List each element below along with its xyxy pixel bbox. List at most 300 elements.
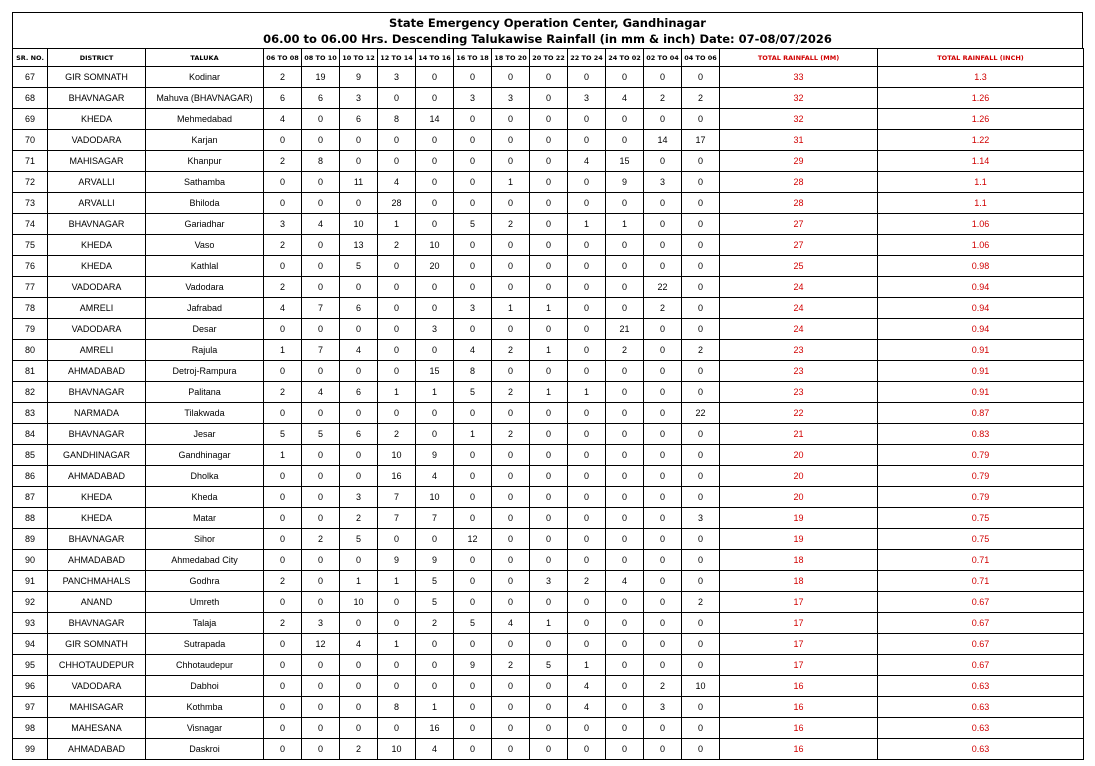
rainfall-cell: 0 — [340, 403, 378, 424]
rainfall-cell: 0 — [378, 130, 416, 151]
rainfall-cell: 0 — [302, 655, 340, 676]
rainfall-cell: 1 — [606, 214, 644, 235]
taluka-cell: Daskroi — [146, 739, 264, 760]
rainfall-cell: 3 — [340, 88, 378, 109]
table-row — [13, 172, 1084, 193]
rainfall-cell: 0 — [492, 277, 530, 298]
rainfall-cell: 8 — [302, 151, 340, 172]
rainfall-cell: 0 — [568, 634, 606, 655]
rainfall-cell: 0 — [302, 172, 340, 193]
total-mm-cell: 32 — [720, 109, 878, 130]
total-inch-cell: 0.94 — [878, 319, 1084, 340]
rainfall-cell: 1 — [378, 382, 416, 403]
rainfall-cell: 0 — [530, 508, 568, 529]
rainfall-report — [12, 12, 1083, 760]
total-mm-cell: 17 — [720, 613, 878, 634]
rainfall-cell: 0 — [682, 466, 720, 487]
district-cell: BHAVNAGAR — [48, 214, 146, 235]
rainfall-cell: 0 — [530, 424, 568, 445]
rainfall-cell: 0 — [682, 550, 720, 571]
district-cell: BHAVNAGAR — [48, 529, 146, 550]
sr-no-cell: 70 — [13, 130, 48, 151]
rainfall-cell: 0 — [606, 487, 644, 508]
rainfall-cell: 14 — [644, 130, 682, 151]
rainfall-cell: 0 — [530, 361, 568, 382]
sr-no-cell: 88 — [13, 508, 48, 529]
rainfall-cell: 0 — [378, 319, 416, 340]
table-row — [13, 508, 1084, 529]
rainfall-cell: 0 — [492, 550, 530, 571]
rainfall-cell: 9 — [378, 550, 416, 571]
rainfall-cell: 0 — [378, 88, 416, 109]
rainfall-cell: 0 — [644, 529, 682, 550]
rainfall-cell: 0 — [606, 718, 644, 739]
rainfall-cell: 0 — [682, 445, 720, 466]
sr-no-cell: 74 — [13, 214, 48, 235]
rainfall-cell: 0 — [606, 697, 644, 718]
rainfall-cell: 1 — [264, 340, 302, 361]
total-inch-cell: 1.06 — [878, 214, 1084, 235]
taluka-cell: Detroj-Rampura — [146, 361, 264, 382]
rainfall-cell: 0 — [606, 613, 644, 634]
rainfall-cell: 2 — [378, 424, 416, 445]
rainfall-cell: 2 — [644, 298, 682, 319]
rainfall-cell: 0 — [682, 214, 720, 235]
rainfall-cell: 10 — [340, 214, 378, 235]
rainfall-cell: 3 — [416, 319, 454, 340]
total-inch-cell: 1.1 — [878, 172, 1084, 193]
rainfall-cell: 0 — [568, 130, 606, 151]
rainfall-cell: 0 — [302, 109, 340, 130]
district-cell: VADODARA — [48, 676, 146, 697]
rainfall-cell: 0 — [264, 739, 302, 760]
rainfall-cell: 4 — [378, 172, 416, 193]
rainfall-cell: 4 — [264, 298, 302, 319]
rainfall-cell: 0 — [416, 655, 454, 676]
rainfall-cell: 0 — [492, 529, 530, 550]
rainfall-cell: 0 — [454, 676, 492, 697]
rainfall-cell: 0 — [264, 130, 302, 151]
rainfall-cell: 1 — [340, 571, 378, 592]
rainfall-cell: 28 — [378, 193, 416, 214]
rainfall-cell: 4 — [568, 697, 606, 718]
taluka-cell: Mehmedabad — [146, 109, 264, 130]
rainfall-cell: 0 — [340, 676, 378, 697]
rainfall-cell: 0 — [378, 403, 416, 424]
rainfall-cell: 0 — [340, 697, 378, 718]
rainfall-cell: 0 — [416, 634, 454, 655]
report-subtitle: 06.00 to 06.00 Hrs. Descending Talukawise Rainfall (in mm & inch) Date: 07-08/07/2026 — [263, 32, 832, 46]
total-mm-cell: 24 — [720, 319, 878, 340]
rainfall-cell: 0 — [682, 718, 720, 739]
rainfall-cell: 0 — [682, 319, 720, 340]
rainfall-cell: 0 — [264, 676, 302, 697]
rainfall-cell: 0 — [454, 130, 492, 151]
taluka-cell: Ahmedabad City — [146, 550, 264, 571]
rainfall-cell: 0 — [378, 529, 416, 550]
rainfall-cell: 9 — [416, 550, 454, 571]
rainfall-cell: 0 — [644, 361, 682, 382]
rainfall-cell: 0 — [378, 151, 416, 172]
rainfall-cell: 2 — [492, 382, 530, 403]
rainfall-cell: 0 — [682, 613, 720, 634]
rainfall-cell: 0 — [606, 403, 644, 424]
rainfall-cell: 0 — [606, 382, 644, 403]
rainfall-cell: 21 — [606, 319, 644, 340]
rainfall-cell: 1 — [568, 382, 606, 403]
rainfall-cell: 0 — [606, 109, 644, 130]
table-row — [13, 529, 1084, 550]
rainfall-cell: 0 — [682, 697, 720, 718]
total-inch-cell: 0.63 — [878, 676, 1084, 697]
rainfall-cell: 4 — [606, 88, 644, 109]
rainfall-cell: 4 — [340, 634, 378, 655]
rainfall-cell: 0 — [378, 676, 416, 697]
total-inch-cell: 0.91 — [878, 382, 1084, 403]
rainfall-cell: 0 — [644, 382, 682, 403]
total-mm-cell: 21 — [720, 424, 878, 445]
rainfall-cell: 0 — [530, 466, 568, 487]
rainfall-cell: 5 — [454, 382, 492, 403]
rainfall-cell: 3 — [492, 88, 530, 109]
rainfall-cell: 7 — [378, 508, 416, 529]
column-header: 22 TO 24 — [568, 49, 606, 67]
rainfall-cell: 0 — [530, 697, 568, 718]
table-row — [13, 655, 1084, 676]
rainfall-cell: 5 — [340, 529, 378, 550]
rainfall-cell: 5 — [302, 424, 340, 445]
rainfall-cell: 0 — [606, 424, 644, 445]
rainfall-cell: 2 — [264, 277, 302, 298]
rainfall-cell: 10 — [682, 676, 720, 697]
rainfall-cell: 0 — [340, 277, 378, 298]
rainfall-cell: 0 — [378, 613, 416, 634]
rainfall-cell: 0 — [340, 613, 378, 634]
column-header: 12 TO 14 — [378, 49, 416, 67]
district-cell: AHMADABAD — [48, 361, 146, 382]
total-inch-cell: 0.91 — [878, 361, 1084, 382]
rainfall-cell: 0 — [378, 277, 416, 298]
column-header: 08 TO 10 — [302, 49, 340, 67]
rainfall-cell: 0 — [492, 571, 530, 592]
rainfall-cell: 0 — [644, 466, 682, 487]
column-header: SR. NO. — [13, 49, 48, 67]
rainfall-cell: 0 — [568, 718, 606, 739]
district-cell: GIR SOMNATH — [48, 634, 146, 655]
rainfall-cell: 2 — [644, 676, 682, 697]
rainfall-cell: 9 — [606, 172, 644, 193]
rainfall-cell: 0 — [264, 718, 302, 739]
rainfall-cell: 2 — [492, 655, 530, 676]
rainfall-cell: 0 — [454, 487, 492, 508]
rainfall-cell: 0 — [454, 109, 492, 130]
rainfall-cell: 0 — [606, 739, 644, 760]
rainfall-cell: 10 — [378, 445, 416, 466]
taluka-cell: Rajula — [146, 340, 264, 361]
rainfall-cell: 0 — [264, 403, 302, 424]
rainfall-cell: 0 — [302, 550, 340, 571]
rainfall-cell: 0 — [682, 571, 720, 592]
district-cell: ANAND — [48, 592, 146, 613]
sr-no-cell: 92 — [13, 592, 48, 613]
rainfall-cell: 0 — [568, 529, 606, 550]
rainfall-cell: 0 — [682, 172, 720, 193]
total-mm-cell: 25 — [720, 256, 878, 277]
rainfall-cell: 0 — [606, 298, 644, 319]
column-header: DISTRICT — [48, 49, 146, 67]
rainfall-cell: 0 — [340, 466, 378, 487]
rainfall-cell: 0 — [530, 67, 568, 88]
rainfall-cell: 0 — [606, 256, 644, 277]
sr-no-cell: 71 — [13, 151, 48, 172]
rainfall-cell: 0 — [416, 151, 454, 172]
total-inch-cell: 1.3 — [878, 67, 1084, 88]
rainfall-cell: 0 — [454, 508, 492, 529]
rainfall-cell: 1 — [378, 634, 416, 655]
sr-no-cell: 98 — [13, 718, 48, 739]
rainfall-cell: 2 — [568, 571, 606, 592]
sr-no-cell: 93 — [13, 613, 48, 634]
rainfall-cell: 0 — [606, 550, 644, 571]
table-row — [13, 550, 1084, 571]
rainfall-cell: 2 — [492, 340, 530, 361]
rainfall-cell: 0 — [568, 739, 606, 760]
total-mm-cell: 16 — [720, 676, 878, 697]
rainfall-cell: 0 — [454, 718, 492, 739]
taluka-cell: Bhiloda — [146, 193, 264, 214]
rainfall-cell: 4 — [454, 340, 492, 361]
rainfall-cell: 0 — [606, 508, 644, 529]
total-mm-cell: 17 — [720, 592, 878, 613]
header-row — [13, 49, 1084, 67]
rainfall-cell: 6 — [340, 109, 378, 130]
rainfall-cell: 0 — [264, 592, 302, 613]
taluka-cell: Chhotaudepur — [146, 655, 264, 676]
rainfall-cell: 14 — [416, 109, 454, 130]
rainfall-cell: 5 — [416, 571, 454, 592]
rainfall-cell: 1 — [530, 382, 568, 403]
rainfall-cell: 4 — [340, 340, 378, 361]
rainfall-cell: 0 — [492, 151, 530, 172]
taluka-cell: Gariadhar — [146, 214, 264, 235]
rainfall-cell: 2 — [682, 88, 720, 109]
rainfall-cell: 0 — [530, 550, 568, 571]
rainfall-cell: 0 — [378, 655, 416, 676]
rainfall-cell: 0 — [378, 256, 416, 277]
taluka-cell: Jafrabad — [146, 298, 264, 319]
column-header: 16 TO 18 — [454, 49, 492, 67]
rainfall-cell: 4 — [264, 109, 302, 130]
rainfall-cell: 0 — [568, 193, 606, 214]
table-row — [13, 256, 1084, 277]
rainfall-cell: 0 — [340, 361, 378, 382]
rainfall-cell: 0 — [492, 445, 530, 466]
rainfall-cell: 7 — [302, 298, 340, 319]
total-inch-cell: 0.75 — [878, 508, 1084, 529]
rainfall-cell: 6 — [302, 88, 340, 109]
sr-no-cell: 85 — [13, 445, 48, 466]
table-row — [13, 718, 1084, 739]
rainfall-cell: 15 — [416, 361, 454, 382]
table-row — [13, 235, 1084, 256]
district-cell: KHEDA — [48, 487, 146, 508]
rainfall-cell: 0 — [492, 361, 530, 382]
rainfall-cell: 20 — [416, 256, 454, 277]
rainfall-cell: 0 — [416, 403, 454, 424]
rainfall-cell: 0 — [568, 550, 606, 571]
rainfall-cell: 0 — [530, 676, 568, 697]
rainfall-cell: 0 — [644, 508, 682, 529]
rainfall-cell: 0 — [644, 592, 682, 613]
rainfall-cell: 0 — [568, 403, 606, 424]
rainfall-cell: 7 — [302, 340, 340, 361]
column-header: TALUKA — [146, 49, 264, 67]
rainfall-cell: 0 — [530, 193, 568, 214]
rainfall-cell: 0 — [682, 634, 720, 655]
rainfall-cell: 0 — [530, 214, 568, 235]
total-inch-cell: 0.71 — [878, 571, 1084, 592]
rainfall-cell: 0 — [492, 466, 530, 487]
rainfall-cell: 0 — [492, 109, 530, 130]
rainfall-cell: 0 — [530, 487, 568, 508]
rainfall-cell: 8 — [378, 109, 416, 130]
total-inch-cell: 1.26 — [878, 109, 1084, 130]
total-mm-cell: 29 — [720, 151, 878, 172]
rainfall-cell: 1 — [416, 697, 454, 718]
rainfall-cell: 0 — [644, 655, 682, 676]
total-inch-cell: 0.71 — [878, 550, 1084, 571]
sr-no-cell: 82 — [13, 382, 48, 403]
rainfall-cell: 0 — [454, 592, 492, 613]
rainfall-cell: 11 — [340, 172, 378, 193]
taluka-cell: Umreth — [146, 592, 264, 613]
rainfall-cell: 0 — [682, 109, 720, 130]
total-inch-cell: 1.14 — [878, 151, 1084, 172]
rainfall-cell: 3 — [568, 88, 606, 109]
total-mm-cell: 20 — [720, 487, 878, 508]
rainfall-cell: 0 — [606, 592, 644, 613]
rainfall-cell: 0 — [454, 571, 492, 592]
total-mm-cell: 16 — [720, 739, 878, 760]
rainfall-cell: 0 — [492, 256, 530, 277]
rainfall-cell: 6 — [340, 298, 378, 319]
total-inch-cell: 0.63 — [878, 697, 1084, 718]
rainfall-cell: 0 — [264, 487, 302, 508]
rainfall-cell: 2 — [264, 235, 302, 256]
rainfall-cell: 0 — [530, 277, 568, 298]
rainfall-cell: 0 — [568, 172, 606, 193]
rainfall-cell: 0 — [682, 151, 720, 172]
rainfall-cell: 0 — [682, 739, 720, 760]
sr-no-cell: 77 — [13, 277, 48, 298]
rainfall-cell: 0 — [340, 550, 378, 571]
rainfall-cell: 1 — [454, 424, 492, 445]
rainfall-cell: 0 — [568, 445, 606, 466]
rainfall-cell: 2 — [340, 739, 378, 760]
rainfall-cell: 0 — [644, 445, 682, 466]
rainfall-cell: 10 — [416, 487, 454, 508]
total-mm-cell: 22 — [720, 403, 878, 424]
rainfall-cell: 0 — [644, 193, 682, 214]
rainfall-cell: 0 — [378, 361, 416, 382]
rainfall-cell: 1 — [264, 445, 302, 466]
rainfall-cell: 0 — [378, 340, 416, 361]
rainfall-cell: 0 — [302, 676, 340, 697]
total-inch-cell: 0.91 — [878, 340, 1084, 361]
rainfall-cell: 2 — [264, 151, 302, 172]
rainfall-cell: 0 — [264, 319, 302, 340]
rainfall-cell: 0 — [568, 319, 606, 340]
rainfall-cell: 0 — [644, 739, 682, 760]
taluka-cell: Jesar — [146, 424, 264, 445]
rainfall-cell: 0 — [682, 256, 720, 277]
district-cell: MAHISAGAR — [48, 697, 146, 718]
sr-no-cell: 75 — [13, 235, 48, 256]
rainfall-cell: 1 — [568, 655, 606, 676]
table-row — [13, 466, 1084, 487]
table-row — [13, 88, 1084, 109]
table-row — [13, 739, 1084, 760]
rainfall-cell: 0 — [416, 340, 454, 361]
rainfall-cell: 1 — [492, 172, 530, 193]
total-inch-cell: 0.94 — [878, 298, 1084, 319]
column-header: 06 TO 08 — [264, 49, 302, 67]
rainfall-cell: 0 — [492, 67, 530, 88]
report-title: State Emergency Operation Center, Gandhinagar — [389, 16, 706, 30]
taluka-cell: Kodinar — [146, 67, 264, 88]
sr-no-cell: 72 — [13, 172, 48, 193]
rainfall-cell: 0 — [416, 130, 454, 151]
rainfall-cell: 0 — [454, 67, 492, 88]
rainfall-cell: 22 — [644, 277, 682, 298]
total-mm-cell: 23 — [720, 361, 878, 382]
rainfall-cell: 0 — [606, 277, 644, 298]
rainfall-cell: 0 — [606, 235, 644, 256]
total-inch-cell: 0.67 — [878, 592, 1084, 613]
column-header: 10 TO 12 — [340, 49, 378, 67]
taluka-cell: Vaso — [146, 235, 264, 256]
district-cell: ARVALLI — [48, 193, 146, 214]
rainfall-cell: 0 — [530, 403, 568, 424]
taluka-cell: Sutrapada — [146, 634, 264, 655]
rainfall-cell: 2 — [644, 88, 682, 109]
total-inch-cell: 0.83 — [878, 424, 1084, 445]
rainfall-cell: 0 — [264, 256, 302, 277]
rainfall-cell: 0 — [302, 739, 340, 760]
sr-no-cell: 76 — [13, 256, 48, 277]
taluka-cell: Sathamba — [146, 172, 264, 193]
total-mm-cell: 31 — [720, 130, 878, 151]
total-inch-cell: 0.67 — [878, 634, 1084, 655]
rainfall-cell: 3 — [682, 508, 720, 529]
rainfall-cell: 0 — [340, 655, 378, 676]
total-inch-cell: 0.94 — [878, 277, 1084, 298]
rainfall-cell: 0 — [302, 130, 340, 151]
rainfall-cell: 1 — [530, 298, 568, 319]
rainfall-table — [12, 48, 1084, 760]
rainfall-cell: 0 — [530, 235, 568, 256]
rainfall-cell: 3 — [454, 298, 492, 319]
rainfall-cell: 2 — [264, 382, 302, 403]
rainfall-cell: 0 — [606, 466, 644, 487]
rainfall-cell: 3 — [530, 571, 568, 592]
rainfall-cell: 1 — [378, 214, 416, 235]
rainfall-cell: 0 — [492, 676, 530, 697]
rainfall-cell: 0 — [682, 277, 720, 298]
district-cell: GIR SOMNATH — [48, 67, 146, 88]
total-inch-cell: 0.75 — [878, 529, 1084, 550]
rainfall-cell: 0 — [302, 361, 340, 382]
